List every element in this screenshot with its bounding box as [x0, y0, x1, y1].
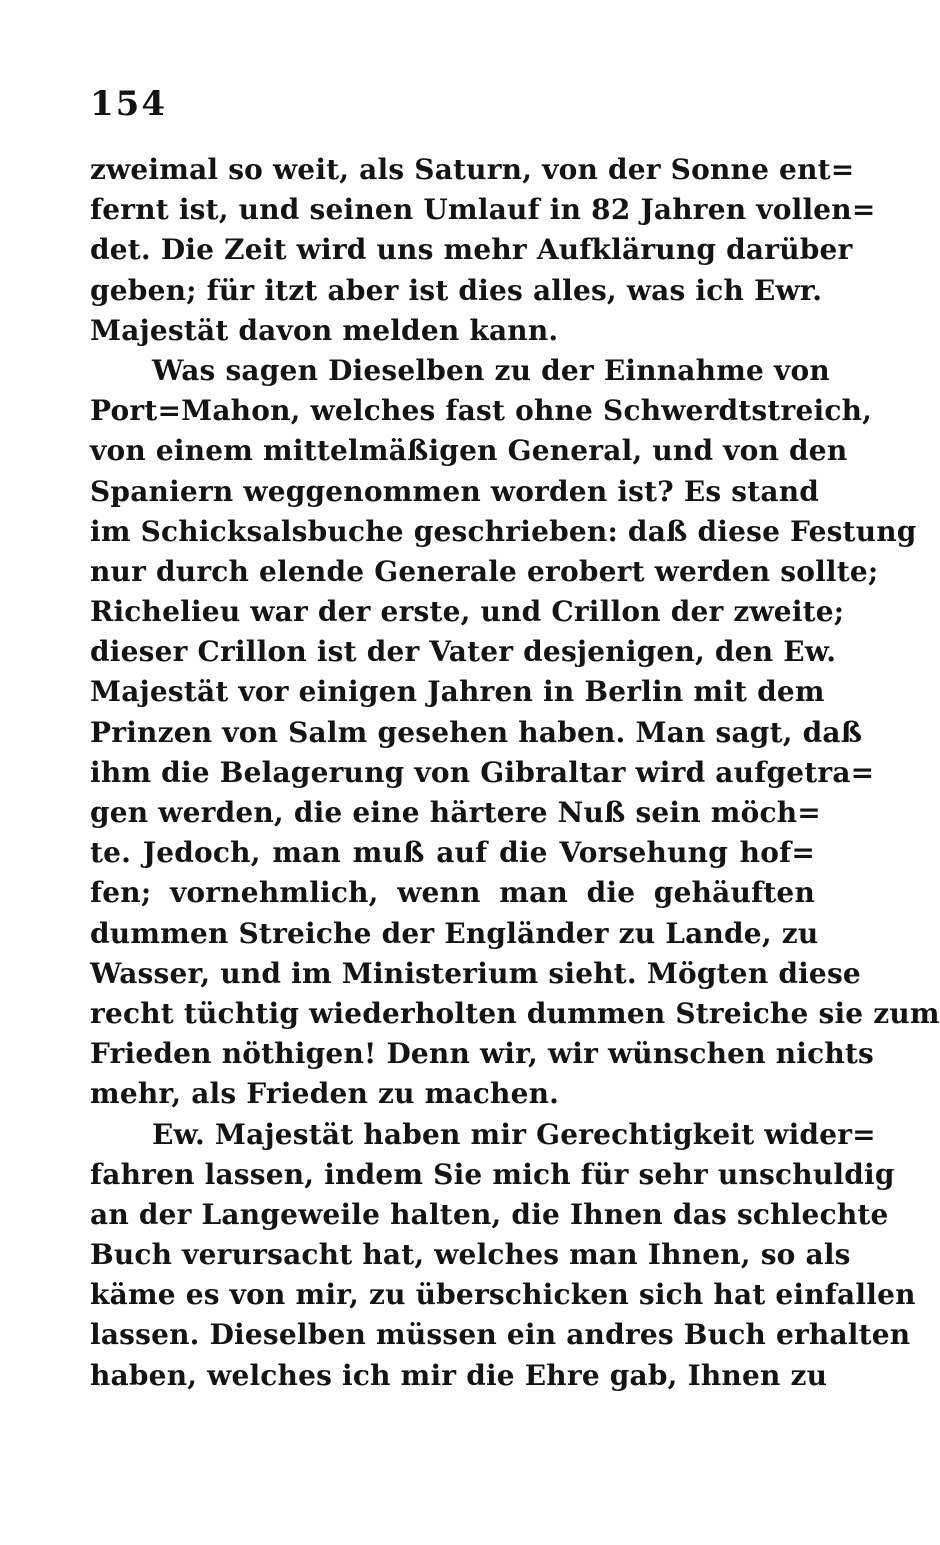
text-line: Spaniern weggenommen worden ist? Es stand: [90, 474, 820, 508]
text-line: det. Die Zeit wird uns mehr Aufklärung darüber: [90, 233, 853, 267]
text-line: Richelieu war der erste, und Crillon der zweite;: [90, 595, 845, 629]
text-line: Ew. Majestät haben mir Gerechtigkeit wider=: [152, 1117, 876, 1151]
text-line: Prinzen von Salm gesehen haben. Man sagt, daß: [90, 715, 863, 749]
text-line: lassen. Dieselben müssen ein andres Buch erhalten: [90, 1318, 911, 1352]
text-line: im Schicksalsbuche geschrieben: daß diese Festung: [90, 514, 917, 548]
text-line: dieser Crillon ist der Vater desjenigen, den Ew.: [90, 635, 837, 669]
text-line: fernt ist, und seinen Umlauf in 82 Jahren vollen=: [90, 193, 876, 227]
text-line: Majestät vor einigen Jahren in Berlin mit dem: [90, 675, 825, 709]
text-line: zweimal so weit, als Saturn, von der Sonne ent=: [90, 153, 855, 186]
text-line: Buch verursacht hat, welches man Ihnen, so als: [90, 1238, 851, 1272]
text-line: geben; für itzt aber ist dies alles, was ich Ewr.: [90, 273, 823, 307]
page-number: 154: [90, 84, 167, 124]
text-line: Majestät davon melden kann.: [90, 313, 559, 347]
text-line: käme es von mir, zu überschicken sich hat einfallen: [90, 1278, 916, 1312]
text-line: fen; vornehmlich, wenn man die gehäuften: [90, 876, 815, 910]
text-line: ihm die Belagerung von Gibraltar wird aufgetra=: [90, 755, 875, 789]
text-line: Was sagen Dieselben zu der Einnahme von: [152, 353, 830, 387]
text-line: von einem mittelmäßigen General, und von den: [90, 434, 848, 468]
text-line: Frieden nöthigen! Denn wir, wir wünschen nichts: [90, 1037, 874, 1071]
text-line: te. Jedoch, man muß auf die Vorsehung hof=: [90, 836, 815, 870]
text-line: Wasser, und im Ministerium sieht. Mögten diese: [90, 956, 861, 990]
text-line: mehr, als Frieden zu machen.: [90, 1077, 560, 1111]
text-line: recht tüchtig wiederholten dummen Streiche sie zum: [90, 996, 940, 1030]
text-line: dummen Streiche der Engländer zu Lande, zu: [90, 916, 819, 950]
text-line: gen werden, die eine härtere Nuß sein möch=: [90, 796, 821, 829]
body-text: [90, 150, 940, 1396]
text-line: an der Langeweile halten, die Ihnen das schlechte: [90, 1197, 889, 1231]
text-line: Port=Mahon, welches fast ohne Schwerdtstreich,: [90, 394, 873, 428]
text-line: fahren lassen, indem Sie mich für sehr unschuldig: [90, 1157, 895, 1191]
text-line: haben, welches ich mir die Ehre gab, Ihnen zu: [90, 1358, 828, 1392]
text-line: nur durch elende Generale erobert werden sollte;: [90, 554, 879, 588]
